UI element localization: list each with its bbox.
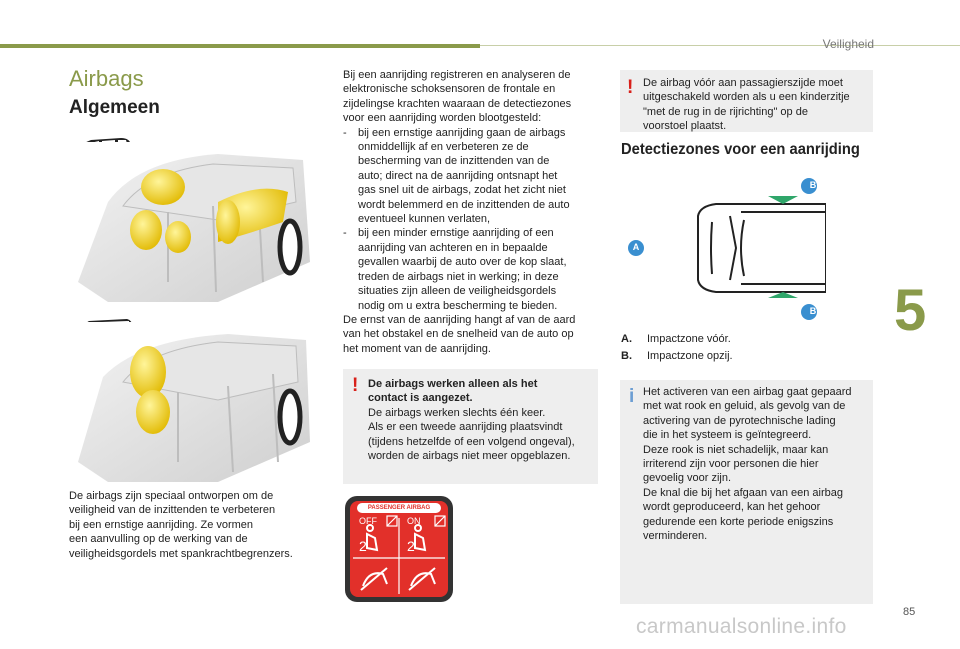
text-line: auto; direct na de aanrijding ontsnapt het <box>358 169 558 182</box>
zone-b-marker-top: B <box>809 180 817 190</box>
text-line: De airbags werken slechts één keer. <box>368 406 546 419</box>
text-line: aanrijding van achteren en in bepaalde <box>358 241 548 254</box>
text-line: nodig om u extra bescherming te bieden. <box>358 299 558 312</box>
text-line: voor een aanrijding worden blootgesteld: <box>343 112 542 125</box>
text-line: onmiddellijk af en verbeteren ze de <box>358 141 529 154</box>
text-line: De ernst van de aanrijding hangt af van de aard <box>343 313 576 326</box>
text-line: bescherming van de inzittenden van de <box>358 155 550 168</box>
intro-line: De airbags zijn speciaal ontworpen om de <box>69 490 274 502</box>
intro-line: een aanvulling op de werking van de <box>69 533 248 546</box>
text-line: gevallen waarbij de auto over de kop slaat, <box>358 256 567 269</box>
text-line: zijdelingse krachten waaraan de detectiezones <box>343 97 572 110</box>
warning-icon: ! <box>627 77 634 98</box>
text-line-bold: contact is aangezet. <box>368 392 473 405</box>
airbag-off-seat-number: 2 <box>359 538 367 554</box>
text-line: (tijdens hetzelfde of een volgend ongeval), <box>368 435 575 448</box>
text-line: gedurende een korte periode enigszins <box>643 515 834 528</box>
text-line: bij een ernstige aanrijding gaan de airbags <box>358 126 566 139</box>
legend-key: B. <box>621 350 632 362</box>
info-icon: i <box>629 386 635 407</box>
zone-b-marker-bottom: B <box>809 306 817 316</box>
text-line: van het obstakel en de snelheid van de auto op <box>343 328 574 341</box>
text-line: De knal die bij het afgaan van een airbag <box>643 486 843 499</box>
text-line: treden de airbags niet in werking; in deze <box>358 270 559 283</box>
section-label: Veiligheid <box>822 37 874 51</box>
bullet-item <box>343 126 605 227</box>
text-line: verminderen. <box>643 530 708 543</box>
text-line-bold: De airbags werken alleen als het <box>368 378 538 390</box>
text-line: situaties zijn alleen de veiligheidsgordels <box>358 285 557 298</box>
text-line: bij een minder ernstige aanrijding of een <box>358 227 554 240</box>
text-line: het moment van de aanrijding. <box>343 342 491 355</box>
intro-line: veiligheidsgordels met spankrachtbegrenzers. <box>69 547 293 560</box>
airbag-on-seat-number: 2 <box>407 538 415 554</box>
airbag-smoke-info-text <box>643 385 871 543</box>
text-line: De airbag vóór aan passagierszijde moet <box>643 77 843 89</box>
warning-note-text <box>368 377 596 463</box>
airbag-panel-title: PASSENGER AIRBAG <box>367 505 431 511</box>
intro-text <box>69 489 314 561</box>
bullet-dash: - <box>343 227 347 240</box>
zone-a-marker: A <box>632 242 640 252</box>
legend-text: Impactzone vóór. <box>647 333 731 345</box>
text-line: voorstoel plaatst. <box>643 120 727 133</box>
text-line: irriterend zijn voor personen die hier <box>643 458 819 471</box>
header-rule <box>480 45 960 46</box>
child-seat-warning-text <box>643 76 871 134</box>
airbag-off-label: OFF <box>359 516 377 526</box>
intro-line: veiligheid van de inzittenden te verbeteren <box>69 504 276 517</box>
page-title: Airbags <box>69 66 144 91</box>
intro-line: bij een ernstige aanrijding. Ze vormen <box>69 518 254 531</box>
text-line: wordt belemmerd en de inzittenden de auto <box>358 198 570 211</box>
text-line: Bij een aanrijding registreren en analyseren de <box>343 69 571 81</box>
detection-zones-heading: Detectiezones voor een aanrijding <box>621 141 860 158</box>
watermark: carmanualsonline.info <box>636 615 847 638</box>
legend-item-zone-a <box>621 333 731 345</box>
text-line: eventueel kunnen verlaten, <box>358 213 491 226</box>
passenger-airbag-switch-panel <box>343 494 455 604</box>
text-line: gas snel uit de airbags, zodat het zicht niet <box>358 184 566 197</box>
text-line: Het activeren van een airbag gaat gepaard <box>643 386 852 398</box>
section-title: Algemeen <box>69 97 160 118</box>
legend-item-zone-b <box>621 350 733 362</box>
legend-text: Impactzone opzij. <box>647 350 733 362</box>
airbag-on-label: ON <box>407 516 421 526</box>
header-accent-bar <box>0 44 480 48</box>
airbag-interior-illustration <box>68 142 310 304</box>
text-line: die in het systeem is geïntegreerd. <box>643 429 812 442</box>
text-line: uitgeschakeld worden als u een kinderzitje <box>643 91 850 104</box>
text-line: Deze rook is niet schadelijk, maar kan <box>643 443 829 456</box>
warning-icon: ! <box>352 375 359 396</box>
airbag-van-interior-illustration <box>68 322 310 484</box>
text-line: elektronische schoksensoren de frontale en <box>343 83 556 96</box>
text-line: met wat rook en geluid, als gevolg van de <box>643 400 846 413</box>
text-line: wordt geproduceerd, kan het gehoor <box>643 501 821 514</box>
chapter-number: 5 <box>894 278 927 343</box>
text-line: gevoelig voor zijn. <box>643 472 732 485</box>
text-line: Als er een tweede aanrijding plaatsvindt <box>368 421 563 434</box>
text-line: activering van de pyrotechnische lading <box>643 414 836 427</box>
text-line: worden de airbags niet meer opgeblazen. <box>368 450 571 463</box>
impact-zones-diagram <box>626 172 826 324</box>
bullet-dash: - <box>343 126 347 139</box>
bullet-item <box>343 226 605 312</box>
crash-sensor-text <box>343 68 605 356</box>
legend-key: A. <box>621 333 632 345</box>
text-line: "met de rug in de rijrichting" op de <box>643 105 808 118</box>
page-number: 85 <box>903 606 916 618</box>
